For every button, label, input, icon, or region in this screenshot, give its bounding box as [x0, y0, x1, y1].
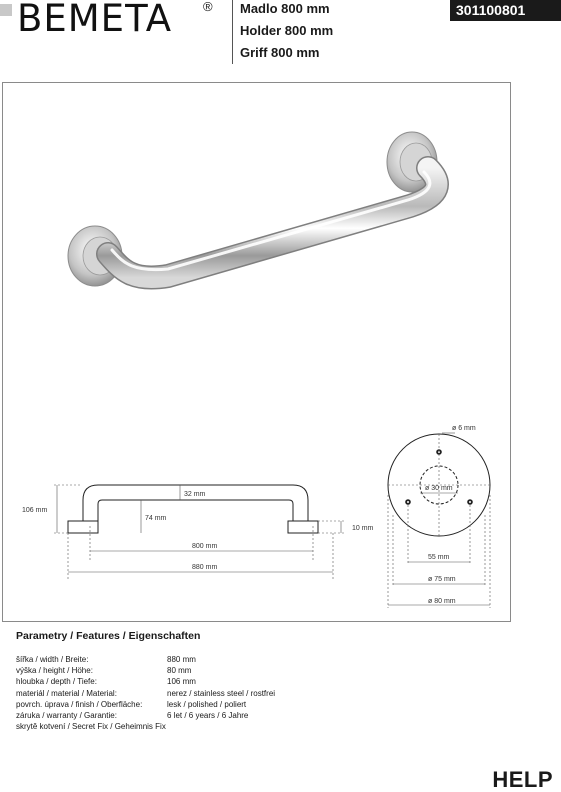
- feature-value: nerez / stainless steel / rostfrei: [167, 688, 276, 698]
- dim-center-diameter: ø 30 mm: [425, 485, 453, 492]
- dim-inner-height: 74 mm: [145, 515, 167, 522]
- brand-mark: [0, 4, 12, 16]
- feature-value: 6 let / 6 years / 6 Jahre: [167, 711, 249, 721]
- feature-value: lesk / polished / poliert: [167, 699, 247, 709]
- feature-label: materiál / material / Material:: [16, 688, 117, 698]
- feature-value: 880 mm: [167, 655, 196, 664]
- series-name: HELP: [492, 767, 553, 792]
- feature-value: 80 mm: [167, 666, 192, 676]
- dim-tube-diameter: 32 mm: [184, 491, 206, 498]
- feature-row: [16, 676, 275, 687]
- side-view-drawing: [10, 420, 380, 620]
- product-code: 301100801: [450, 0, 561, 21]
- feature-row: [16, 688, 275, 699]
- brand-logo: BEMETA: [17, 0, 173, 40]
- title-cz: Madlo 800 mm: [240, 1, 330, 16]
- registered-mark: ®: [203, 0, 213, 14]
- feature-label: skrytě kotvení / Secret Fix / Geheimnis Fix: [16, 722, 166, 732]
- feature-row: [16, 710, 275, 721]
- dim-mid-diameter: ø 75 mm: [428, 576, 456, 583]
- front-view-drawing: [370, 415, 508, 615]
- feature-label: výška / height / Höhe:: [16, 666, 93, 676]
- dim-hole-diameter: ø 6 mm: [452, 425, 476, 432]
- feature-label: povrch. úprava / finish / Oberfläche:: [16, 699, 143, 709]
- product-photo: [50, 120, 470, 310]
- feature-label: záruka / warranty / Garantie:: [16, 711, 117, 721]
- dim-base-thickness: 10 mm: [352, 525, 374, 532]
- dim-overall-height: 106 mm: [22, 507, 48, 514]
- header-divider: [232, 0, 233, 64]
- feature-label: šířka / width / Breite:: [16, 655, 89, 664]
- dim-hole-spacing: 55 mm: [428, 554, 450, 561]
- feature-label: hloubka / depth / Tiefe:: [16, 677, 97, 687]
- feature-row: [16, 699, 275, 710]
- feature-value: 106 mm: [167, 677, 196, 687]
- title-en: Holder 800 mm: [240, 23, 334, 38]
- dim-axis-length: 800 mm: [192, 543, 218, 550]
- feature-row: [16, 654, 275, 665]
- dim-outer-diameter: ø 80 mm: [428, 598, 456, 605]
- title-de: Griff 800 mm: [240, 45, 320, 60]
- features-title: Parametry / Features / Eigenschaften: [16, 630, 201, 642]
- feature-row: [16, 721, 275, 732]
- dim-total-length: 880 mm: [192, 564, 218, 571]
- features-table: [16, 654, 275, 732]
- feature-row: [16, 665, 275, 676]
